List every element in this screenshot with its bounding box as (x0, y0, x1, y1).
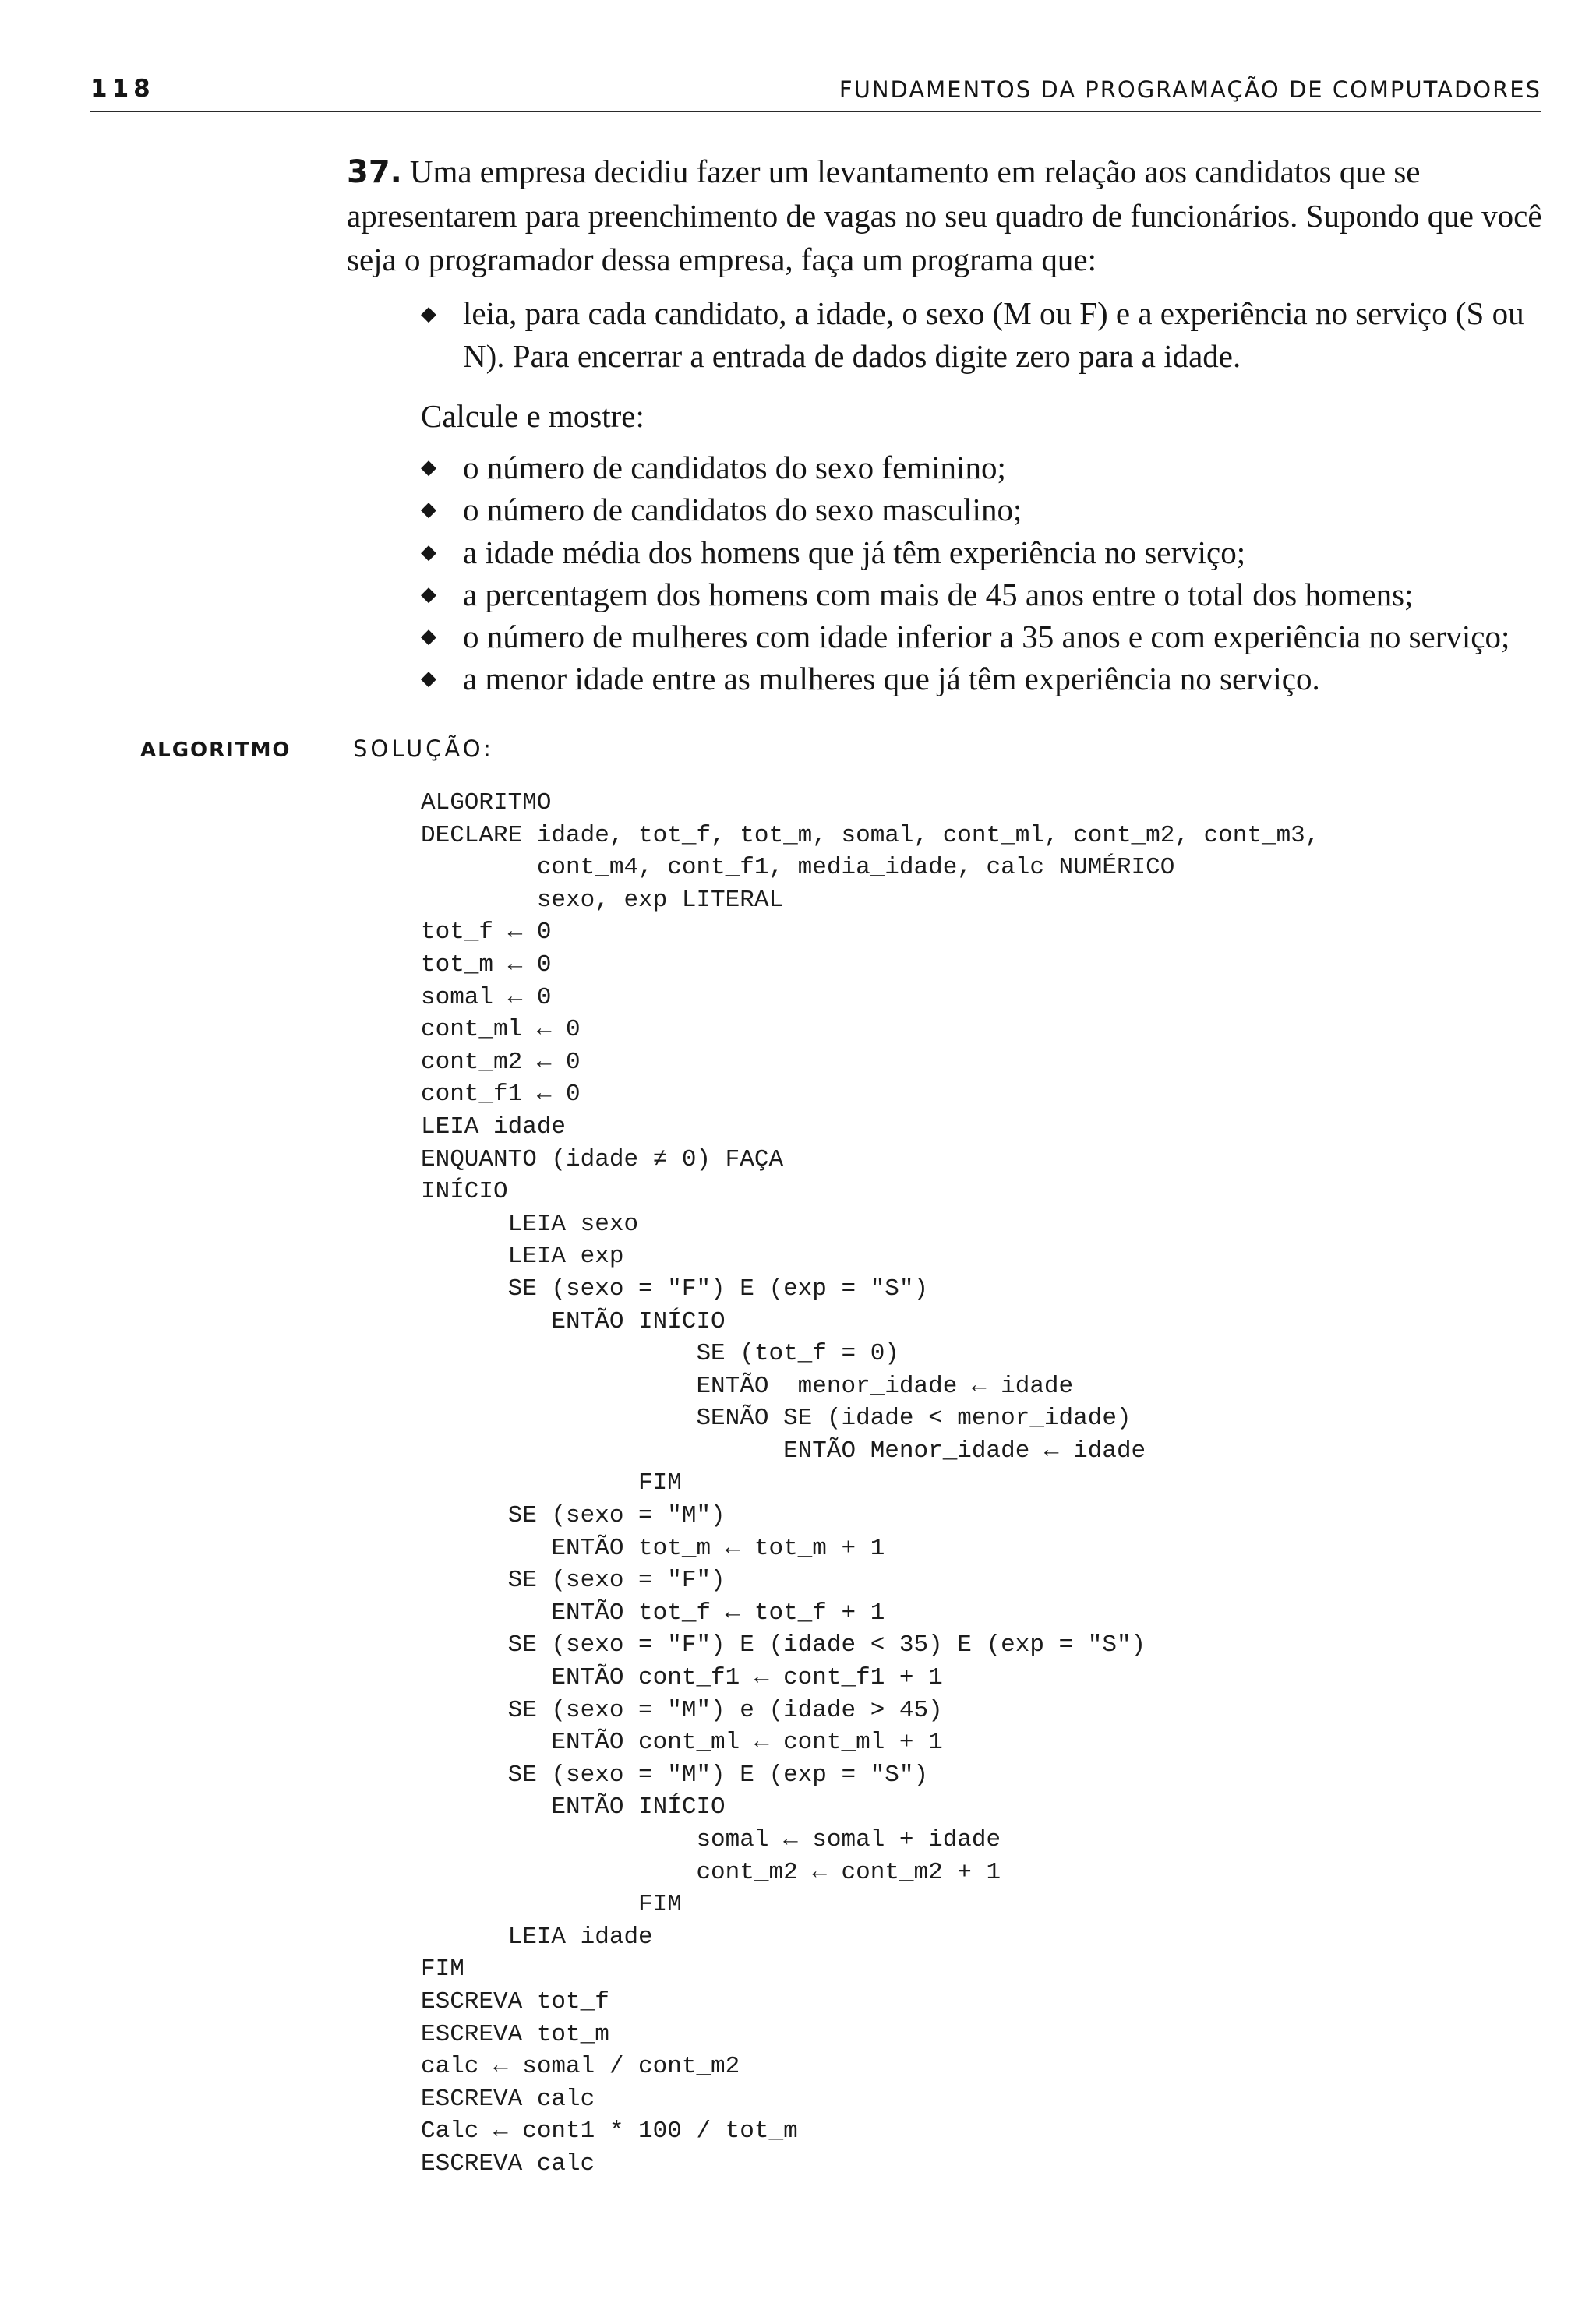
problem-statement (347, 150, 1543, 281)
diamond-bullet-icon: ◆ (421, 625, 436, 648)
running-head: FUNDAMENTOS DA PROGRAMAÇÃO DE COMPUTADORES (839, 76, 1541, 103)
bullet-item (421, 573, 1559, 615)
bullet-item (421, 615, 1559, 658)
bullet-item (421, 488, 1559, 531)
bullet-text: o número de candidatos do sexo feminino; (463, 450, 1006, 485)
diamond-bullet-icon: ◆ (421, 302, 436, 325)
page-number: 118 (90, 75, 155, 103)
solution-label: SOLUÇÃO: (353, 735, 494, 762)
page-header (90, 72, 1541, 112)
bullet-text: leia, para cada candidato, a idade, o sexo (M ou F) e a experiência no serviço (S ou N). Para encerrar a entrada de dados digite zero para a idade. (463, 295, 1524, 374)
bullet-text: a menor idade entre as mulheres que já têm experiência no serviço. (463, 661, 1320, 697)
bullet-item (421, 531, 1559, 573)
bullet-text: a idade média dos homens que já têm experiência no serviço; (463, 534, 1246, 570)
input-requirements-list (421, 292, 1543, 378)
bullet-item (421, 446, 1559, 488)
diamond-bullet-icon: ◆ (421, 456, 436, 478)
problem-intro-text: Uma empresa decidiu fazer um levantamento em relação aos candidatos que se apresentarem para preenchimento de vagas no seu quadro de funcionários. Supondo que você seja o programador dessa empresa, faça um programa que: (347, 153, 1542, 277)
bullet-text: o número de candidatos do sexo masculino; (463, 492, 1022, 528)
bullet-item (421, 658, 1559, 700)
diamond-bullet-icon: ◆ (421, 498, 436, 521)
output-requirements-list (421, 446, 1559, 700)
bullet-text: a percentagem dos homens com mais de 45 anos entre o total dos homens; (463, 576, 1414, 612)
side-label-algoritmo: ALGORITMO (140, 739, 291, 762)
diamond-bullet-icon: ◆ (421, 540, 436, 563)
diamond-bullet-icon: ◆ (421, 582, 436, 605)
bullet-item (421, 292, 1543, 378)
algorithm-code: ALGORITMO DECLARE idade, tot_f, tot_m, somal, cont_ml, cont_m2, cont_m3, cont_m4, cont_f1, media_idade, calc NUMÉRICO sexo, exp LITERAL tot_f ← 0 tot_m ← 0 somal ← 0 cont_ml ← 0 cont_m2 ← 0 cont_f1 ← 0 LEIA idade ENQUANTO (idade ≠ 0) FAÇA INÍCIO LEIA sexo LEIA exp SE (sexo = "F") E (exp = "S") ENTÃO INÍCIO SE (tot_f = 0) ENTÃO menor_idade ← idade SENÃO SE (idade < menor_idade) ENTÃO Menor_idade ← idade FIM SE (sexo = "M") ENTÃO tot_m ← tot_m + 1 SE (sexo = "F") ENTÃO tot_f ← tot_f + 1 SE (sexo = "F") E (idade < 35) E (exp = "S") ENTÃO cont_f1 ← cont_f1 + 1 SE (sexo = "M") e (idade > 45) ENTÃO cont_ml ← cont_ml + 1 SE (sexo = "M") E (exp = "S") ENTÃO INÍCIO somal ← somal + idade cont_m2 ← cont_m2 + 1 FIM LEIA idade FIM ESCREVA tot_f ESCREVA tot_m calc ← somal / cont_m2 ESCREVA calc Calc ← cont1 * 100 / tot_m ESCREVA calc (421, 789, 1320, 2178)
bullet-text: o número de mulheres com idade inferior a 35 anos e com experiência no serviço; (463, 619, 1510, 655)
problem-number: 37. (347, 154, 402, 190)
problem-intro (347, 150, 1543, 281)
diamond-bullet-icon: ◆ (421, 667, 436, 690)
calc-heading: Calcule e mostre: (421, 398, 644, 434)
